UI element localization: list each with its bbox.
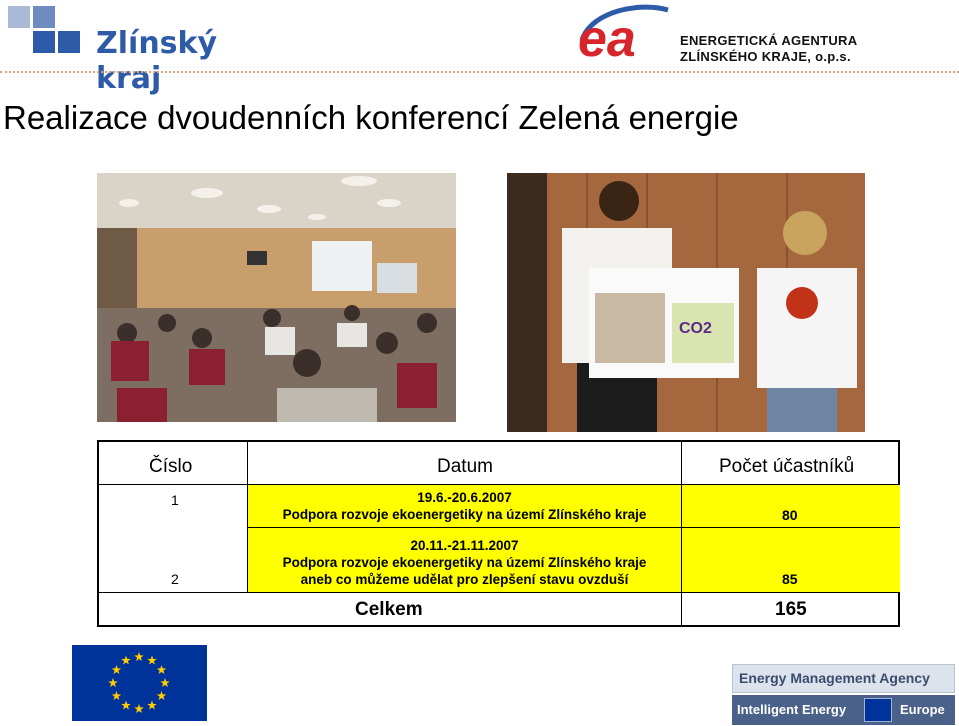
eu-star-icon [134,704,144,713]
zlinsky-kraj-logo-text: Zlínský kraj [96,26,218,96]
ea-name-line1: ENERGETICKÁ AGENTURA [680,33,858,48]
eu-star-icon [112,665,122,674]
ema-eu-stars-icon [864,698,892,722]
eu-star-icon [147,701,157,710]
row2-topic-line1: Podpora rozvoje ekoenergetiky na území Zlínského kraje [282,555,647,570]
row1-participants: 80 [782,507,798,523]
conference-table [97,440,900,627]
eu-star-icon [147,655,157,664]
eu-star-icon [157,691,167,700]
ema-name: Energy Management Agency [739,670,930,686]
eu-star-icon [157,665,167,674]
students-poster-photo [507,173,865,432]
row2-participants-cell [682,528,900,592]
row2-participants: 85 [782,571,798,587]
eu-flag-icon [72,645,207,721]
header-date: Datum [437,456,493,477]
zlinsky-kraj-logo [0,0,260,96]
row1-date: 19.6.-20.6.2007 [417,490,512,505]
row1-number: 1 [171,492,179,508]
row2-date: 20.11.-21.11.2007 [410,538,519,553]
eu-star-icon [121,701,131,710]
row1-description [248,485,681,527]
row1-topic: Podpora rozvoje ekoenergetiky na území Zlínského kraje [282,507,647,522]
ea-logo-mark [572,2,672,64]
page-title: Realizace dvoudenních konferencí Zelená energie [3,99,739,136]
eu-star-icon [134,652,144,661]
ea-name-line2: ZLÍNSKÉHO KRAJE, o.p.s. [680,49,851,64]
eu-star-icon [108,678,118,687]
row2-topic-line2: aneb co můžeme udělat pro zlepšení stavu ovzduší [300,572,629,587]
total-value: 165 [775,599,807,620]
row1-participants-cell [682,485,900,527]
svg-text:CO2: CO2 [679,320,712,337]
energy-management-agency-logo [732,664,955,725]
total-label: Celkem [355,599,423,620]
eu-star-icon [112,691,122,700]
eu-star-icon [121,655,131,664]
total-divider [99,592,900,593]
eu-star-icon [160,678,170,687]
header-divider [0,71,959,73]
header-number: Číslo [149,456,193,477]
ema-intelligent-energy: Intelligent Energy [737,702,847,717]
ea-logo-letters: ea [578,10,636,64]
row2-description [248,528,681,592]
header-participants: Počet účastníků [719,456,855,477]
conference-room-photo [97,173,456,422]
ema-europe: Europe [900,702,945,717]
row2-number: 2 [171,571,179,587]
